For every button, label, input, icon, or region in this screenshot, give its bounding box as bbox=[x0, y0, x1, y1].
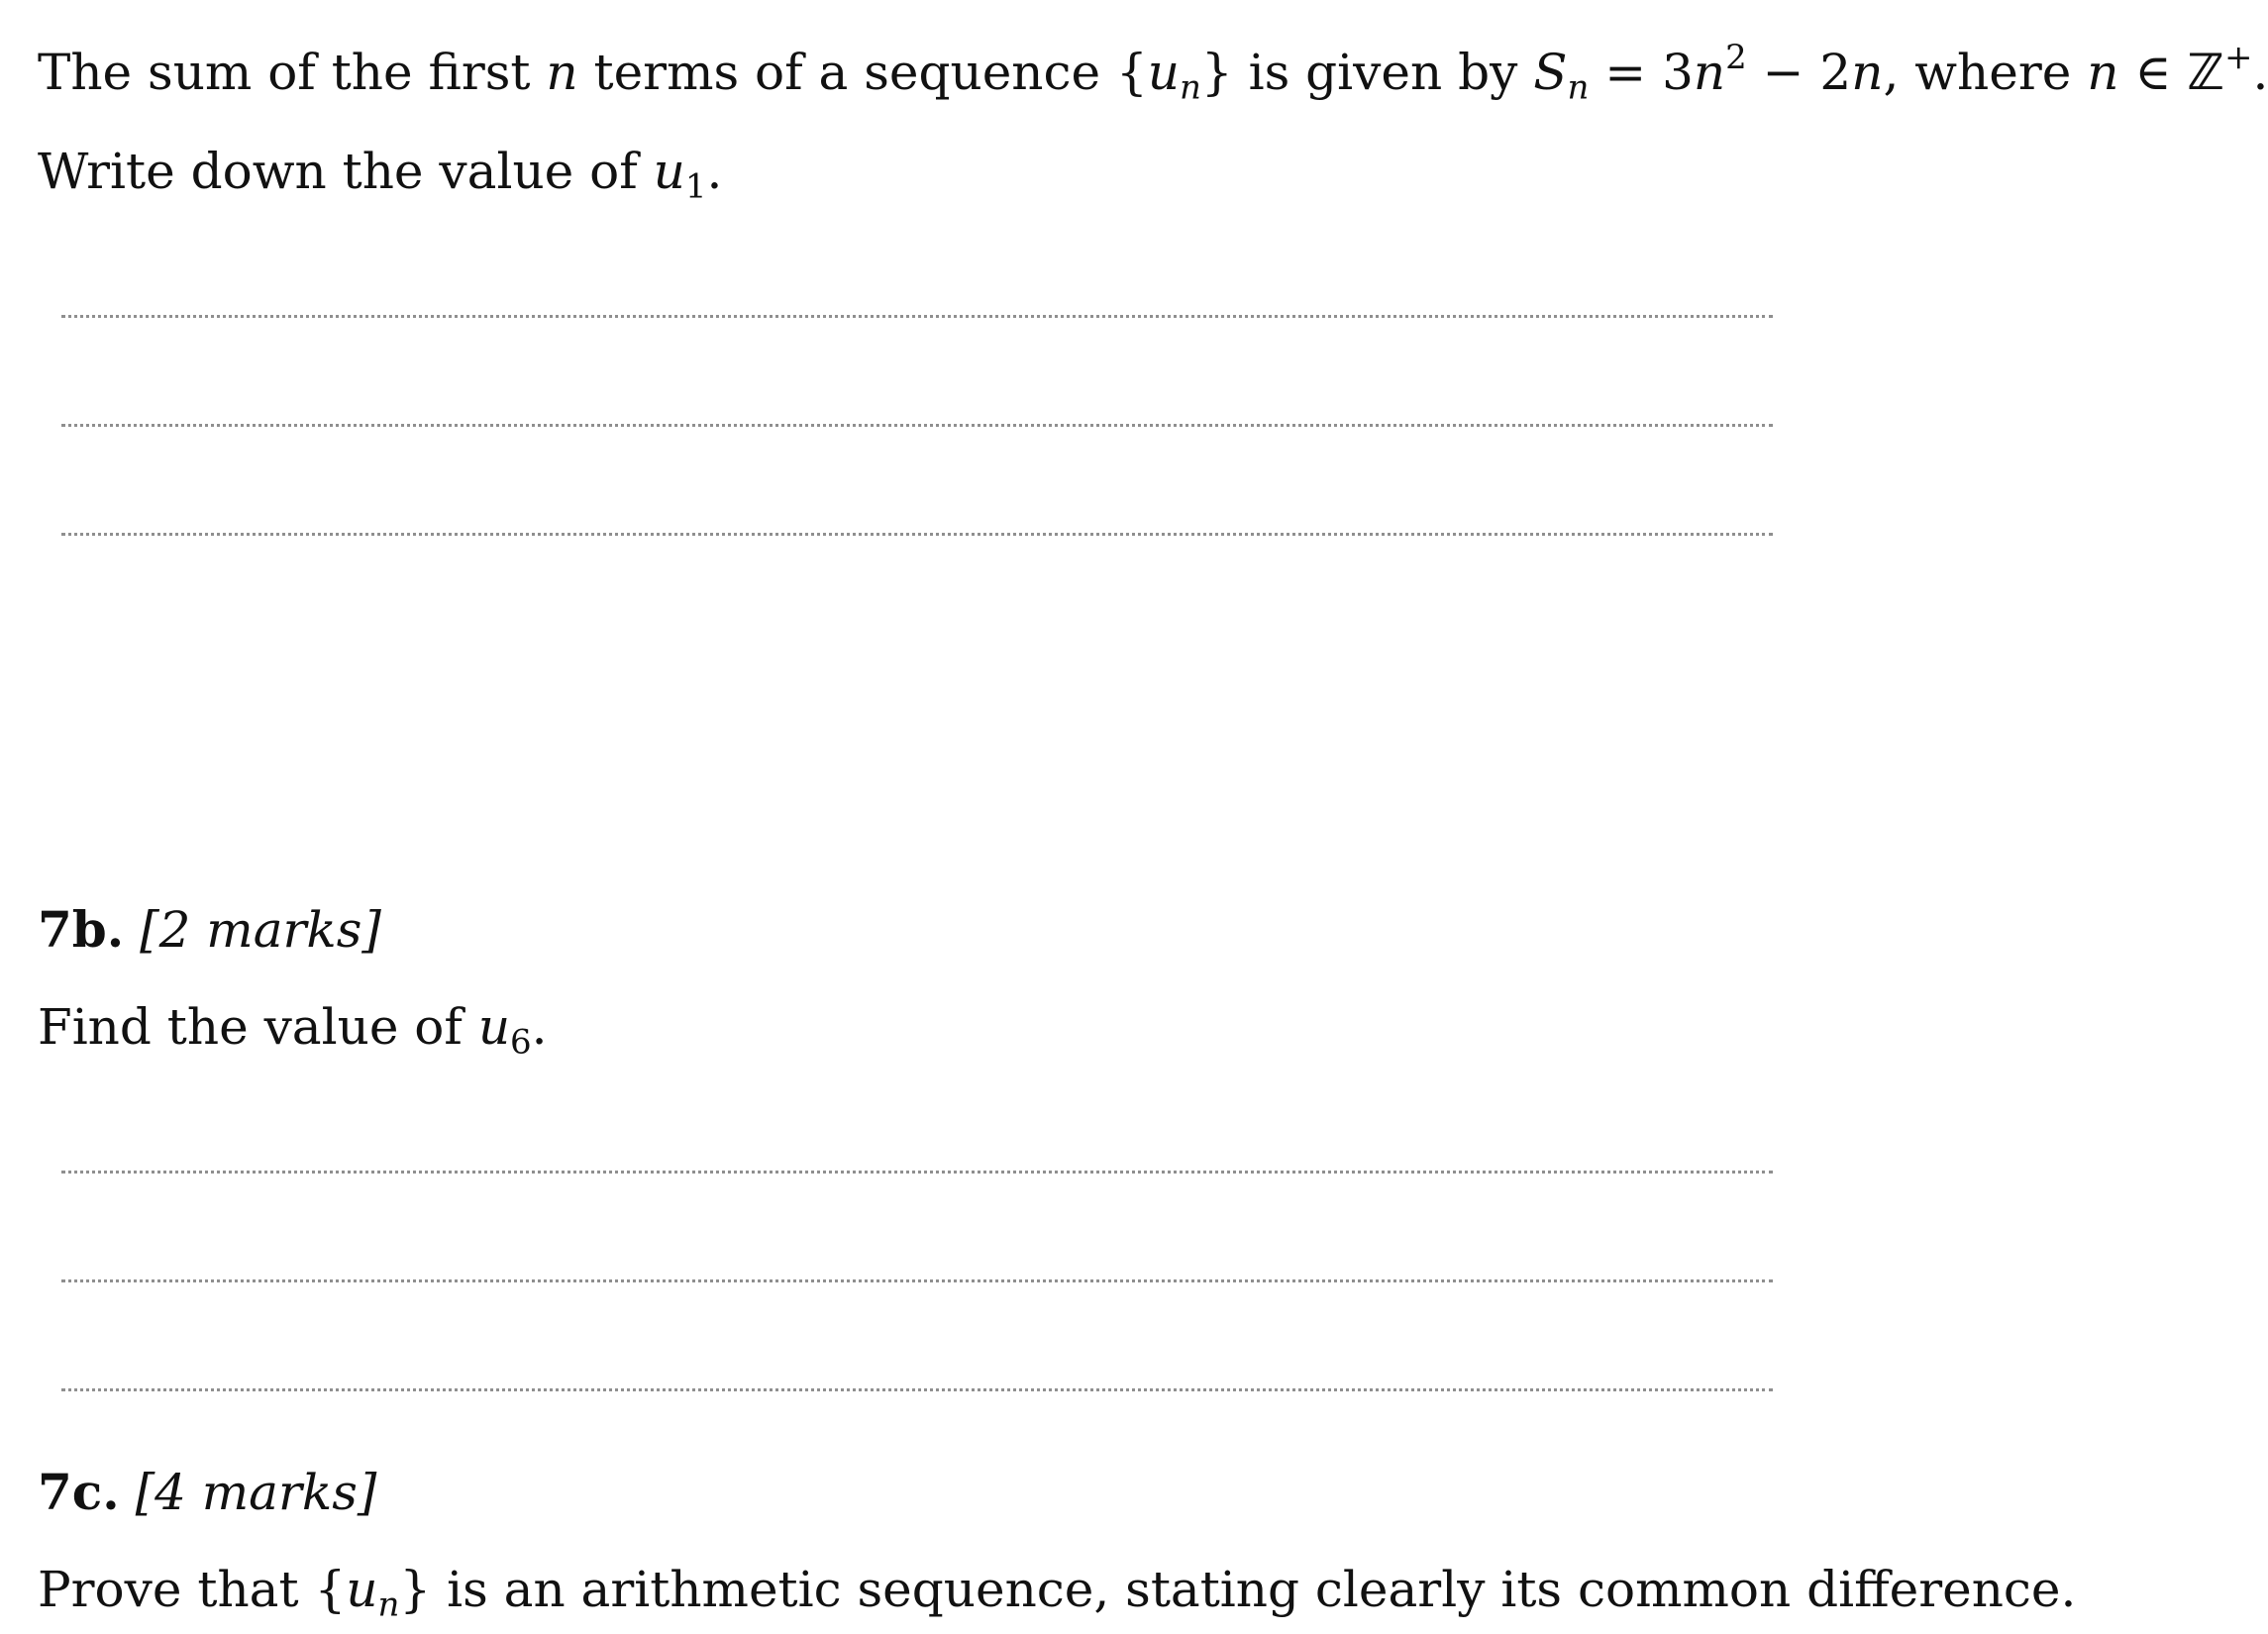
subscript-6: 6 bbox=[510, 1022, 532, 1063]
question-text: . bbox=[706, 143, 723, 200]
question-7c bbox=[38, 1561, 2077, 1625]
variable-u: u bbox=[653, 143, 685, 200]
answer-line[interactable] bbox=[61, 1279, 1773, 1282]
answer-line[interactable] bbox=[61, 424, 1773, 427]
part-heading-7c bbox=[38, 1463, 377, 1521]
stem-text: = 3 bbox=[1589, 44, 1694, 101]
answer-line[interactable] bbox=[61, 315, 1773, 318]
stem-text: terms of a sequence { bbox=[577, 44, 1148, 101]
part-number: 7c. bbox=[38, 1463, 120, 1521]
answer-line[interactable] bbox=[61, 533, 1773, 536]
question-text: . bbox=[531, 998, 548, 1056]
question-7a bbox=[38, 143, 723, 207]
variable-n: n bbox=[1851, 44, 1884, 101]
stem-text: , where bbox=[1883, 44, 2088, 101]
variable-S: S bbox=[1533, 44, 1568, 101]
question-7b bbox=[38, 998, 548, 1063]
marks-label: [4 marks] bbox=[135, 1464, 377, 1521]
question-stem bbox=[38, 37, 2268, 108]
question-text: Find the value of bbox=[38, 998, 478, 1056]
exponent-2: 2 bbox=[1725, 37, 1747, 77]
part-number: 7b. bbox=[38, 900, 125, 959]
subscript-n: n bbox=[1180, 67, 1201, 108]
stem-text: } is given by bbox=[1200, 44, 1534, 101]
stem-text: The sum of the first bbox=[38, 44, 547, 101]
subscript-n: n bbox=[1567, 67, 1590, 108]
stem-text: − 2 bbox=[1746, 44, 1852, 101]
variable-u: u bbox=[1147, 44, 1180, 101]
question-text: Write down the value of bbox=[38, 143, 654, 200]
superscript-plus: + bbox=[2223, 37, 2253, 77]
integers-symbol: ℤ bbox=[2187, 44, 2224, 101]
answer-line[interactable] bbox=[61, 1171, 1773, 1174]
subscript-1: 1 bbox=[684, 166, 707, 207]
stem-text: ∈ bbox=[2118, 44, 2188, 101]
answer-line[interactable] bbox=[61, 1388, 1773, 1391]
variable-n: n bbox=[1693, 44, 1726, 101]
part-heading-7b bbox=[38, 900, 381, 959]
question-text: } is an arithmetic sequence, stating clearly its common difference. bbox=[399, 1561, 2077, 1618]
variable-u: u bbox=[346, 1561, 378, 1618]
subscript-n: n bbox=[377, 1584, 400, 1625]
question-text: Prove that { bbox=[38, 1561, 347, 1618]
variable-u: u bbox=[477, 998, 511, 1056]
variable-n: n bbox=[546, 44, 578, 101]
stem-text: . bbox=[2252, 44, 2268, 101]
marks-label: [2 marks] bbox=[140, 901, 381, 959]
variable-n: n bbox=[2087, 44, 2119, 101]
